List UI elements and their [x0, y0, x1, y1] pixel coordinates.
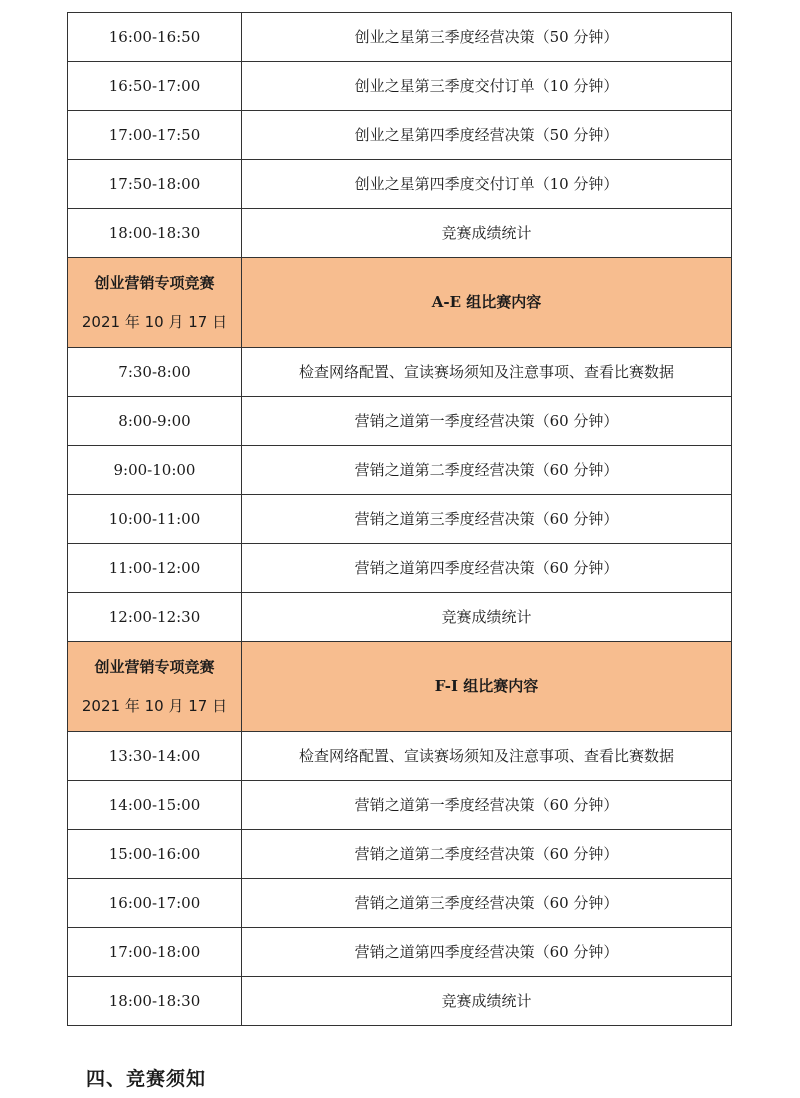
- time-cell: 13:30-14:00: [68, 732, 242, 781]
- content-cell: 创业之星第四季度交付订单（10 分钟）: [242, 160, 732, 209]
- content-cell: 营销之道第一季度经营决策（60 分钟）: [242, 397, 732, 446]
- time-cell: 18:00-18:30: [68, 977, 242, 1026]
- competition-label-cell: [68, 258, 242, 348]
- table-row: [68, 348, 732, 397]
- table-row: [68, 977, 732, 1026]
- time-cell: 9:00-10:00: [68, 446, 242, 495]
- table-row: [68, 593, 732, 642]
- table-row: [68, 397, 732, 446]
- competition-date: 2021 年 10 月 17 日: [81, 312, 228, 331]
- time-cell: 15:00-16:00: [68, 830, 242, 879]
- time-cell: 16:00-16:50: [68, 13, 242, 62]
- table-row: [68, 495, 732, 544]
- time-cell: 8:00-9:00: [68, 397, 242, 446]
- content-cell: 营销之道第四季度经营决策（60 分钟）: [242, 928, 732, 977]
- time-cell: 12:00-12:30: [68, 593, 242, 642]
- group-content-heading: A-E 组比赛内容: [242, 258, 732, 348]
- content-cell: 营销之道第二季度经营决策（60 分钟）: [242, 446, 732, 495]
- table-row: [68, 544, 732, 593]
- table-row: [68, 928, 732, 977]
- time-cell: 7:30-8:00: [68, 348, 242, 397]
- time-cell: 16:00-17:00: [68, 879, 242, 928]
- time-cell: 16:50-17:00: [68, 62, 242, 111]
- section-heading: 四、竞赛须知: [86, 1068, 207, 1090]
- competition-label-cell: [68, 642, 242, 732]
- content-cell: 检查网络配置、宣读赛场须知及注意事项、查看比赛数据: [242, 348, 732, 397]
- table-row: [68, 13, 732, 62]
- content-cell: 营销之道第三季度经营决策（60 分钟）: [242, 495, 732, 544]
- group-content-heading: F-I 组比赛内容: [242, 642, 732, 732]
- table-row: [68, 111, 732, 160]
- time-cell: 17:00-18:00: [68, 928, 242, 977]
- content-cell: 营销之道第二季度经营决策（60 分钟）: [242, 830, 732, 879]
- table-row: [68, 879, 732, 928]
- table-row: [68, 62, 732, 111]
- table-row: [68, 732, 732, 781]
- table-row: [68, 781, 732, 830]
- competition-date: 2021 年 10 月 17 日: [81, 696, 228, 715]
- time-cell: 17:00-17:50: [68, 111, 242, 160]
- group-header-row: [68, 642, 732, 732]
- content-cell: 竞赛成绩统计: [242, 593, 732, 642]
- content-cell: 创业之星第四季度经营决策（50 分钟）: [242, 111, 732, 160]
- competition-title: 创业营销专项竞赛: [94, 273, 215, 292]
- time-cell: 11:00-12:00: [68, 544, 242, 593]
- time-cell: 18:00-18:30: [68, 209, 242, 258]
- group-header-row: [68, 258, 732, 348]
- content-cell: 竞赛成绩统计: [242, 209, 732, 258]
- time-cell: 17:50-18:00: [68, 160, 242, 209]
- schedule-table: [67, 12, 732, 1026]
- table-row: [68, 830, 732, 879]
- table-row: [68, 446, 732, 495]
- content-cell: 营销之道第一季度经营决策（60 分钟）: [242, 781, 732, 830]
- table-row: [68, 209, 732, 258]
- content-cell: 营销之道第四季度经营决策（60 分钟）: [242, 544, 732, 593]
- time-cell: 14:00-15:00: [68, 781, 242, 830]
- content-cell: 检查网络配置、宣读赛场须知及注意事项、查看比赛数据: [242, 732, 732, 781]
- time-cell: 10:00-11:00: [68, 495, 242, 544]
- content-cell: 竞赛成绩统计: [242, 977, 732, 1026]
- table-row: [68, 160, 732, 209]
- content-cell: 营销之道第三季度经营决策（60 分钟）: [242, 879, 732, 928]
- content-cell: 创业之星第三季度经营决策（50 分钟）: [242, 13, 732, 62]
- content-cell: 创业之星第三季度交付订单（10 分钟）: [242, 62, 732, 111]
- competition-title: 创业营销专项竞赛: [94, 657, 215, 676]
